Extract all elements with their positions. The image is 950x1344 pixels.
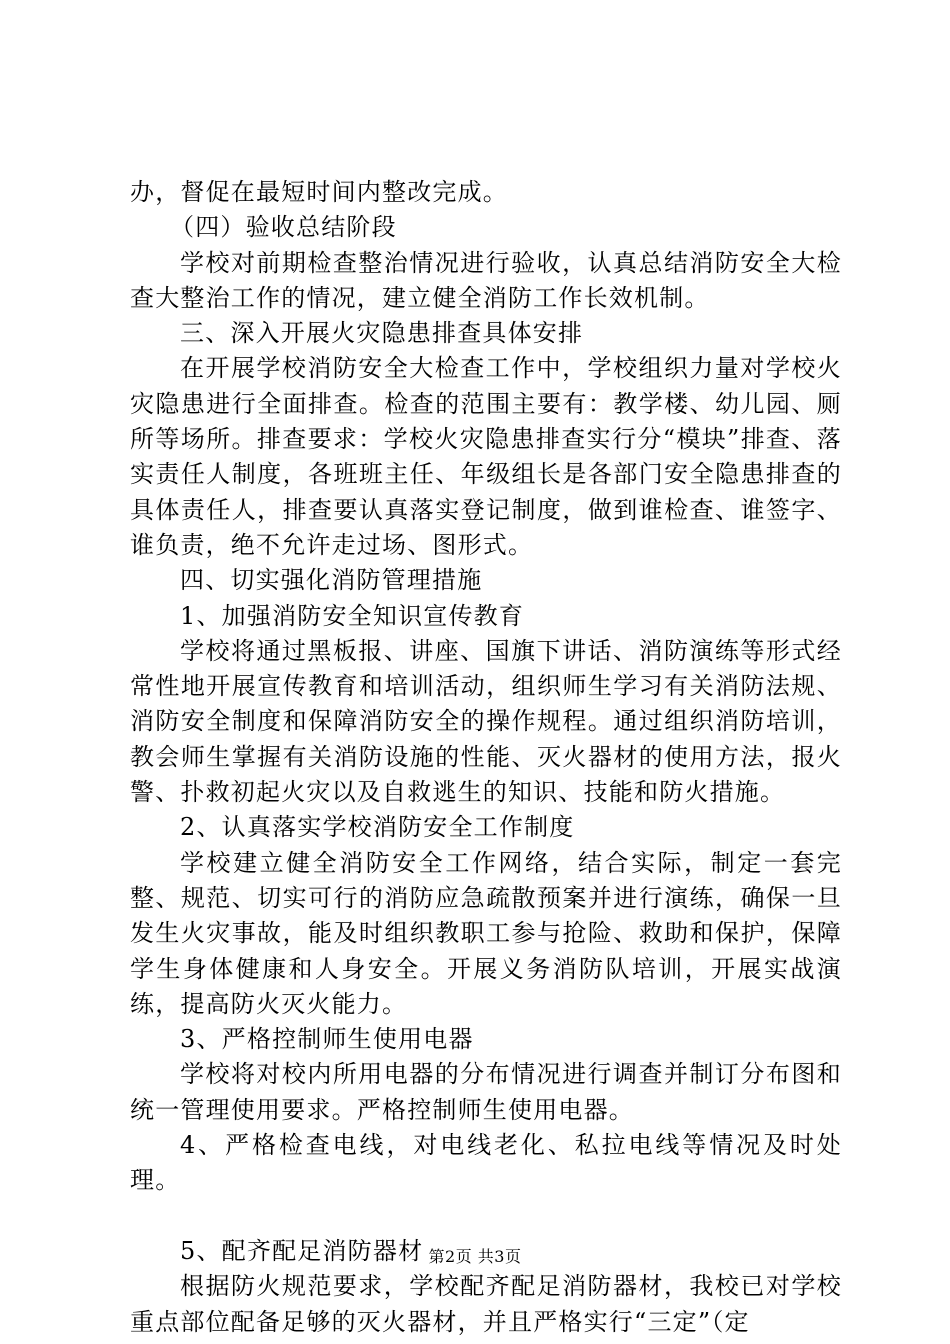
section-heading-three: 三、深入开展火灾隐患排查具体安排 bbox=[180, 319, 584, 348]
document-body bbox=[130, 175, 842, 1340]
paragraph-appliances: 学校将对校内所用电器的分布情况进行调查并制订分布图和统一管理使用要求。严格控制师生使用电器。 bbox=[130, 1060, 842, 1124]
subheading-5: 5、配齐配足消防器材 bbox=[180, 1236, 424, 1265]
subheading-4: 4、严格检查电线，对电线老化、私拉电线等情况及时处理。 bbox=[130, 1131, 842, 1195]
paragraph-acceptance: 学校对前期检查整治情况进行验收，认真总结消防安全大检查大整治工作的情况，建立健全消防工作长效机制。 bbox=[130, 248, 842, 312]
page-footer: 第2页 共3页 bbox=[428, 1247, 522, 1266]
subheading-2: 2、认真落实学校消防安全工作制度 bbox=[180, 813, 575, 842]
section-heading-acceptance: （四）验收总结阶段 bbox=[170, 213, 397, 242]
paragraph-inspection: 在开展学校消防安全大检查工作中，学校组织力量对学校火灾隐患进行全面排查。检查的范围主要有：教学楼、幼儿园、厕所等场所。排查要求：学校火灾隐患排查实行分“模块”排查、落实责任人制度，各班班主任、年级组长是各部门安全隐患排查的具体责任人，排查要认真落实登记制度，做到谁检查、谁签字、谁负责，绝不允许走过场、图形式。 bbox=[130, 354, 842, 559]
paragraph-education: 学校将通过黑板报、讲座、国旗下讲话、消防演练等形式经常性地开展宣传教育和培训活动，组织师生学习有关消防法规、消防安全制度和保障消防安全的操作规程。通过组织消防培训，教会师生掌握有关消防设施的性能、灭火器材的使用方法，报火警、扑救初起火灾以及自救逃生的知识、技能和防火措施。 bbox=[130, 636, 842, 807]
section-heading-four: 四、切实强化消防管理措施 bbox=[180, 566, 483, 595]
paragraph-continuation: 办，督促在最短时间内整改完成。 bbox=[130, 178, 508, 206]
paragraph-equipment: 根据防火规范要求，学校配齐配足消防器材，我校已对学校重点部位配备足够的灭火器材，并且严格实行“三定”（定 bbox=[130, 1272, 842, 1336]
subheading-3: 3、严格控制师生使用电器 bbox=[180, 1025, 474, 1054]
subheading-1: 1、加强消防安全知识宣传教育 bbox=[180, 601, 525, 630]
paragraph-system: 学校建立健全消防安全工作网络，结合实际，制定一套完整、规范、切实可行的消防应急疏散预案并进行演练，确保一旦发生火灾事故，能及时组织教职工参与抢险、救助和保护，保障学生身体健康和人身安全。开展义务消防队培训，开展实战演练，提高防火灭火能力。 bbox=[130, 848, 842, 1018]
